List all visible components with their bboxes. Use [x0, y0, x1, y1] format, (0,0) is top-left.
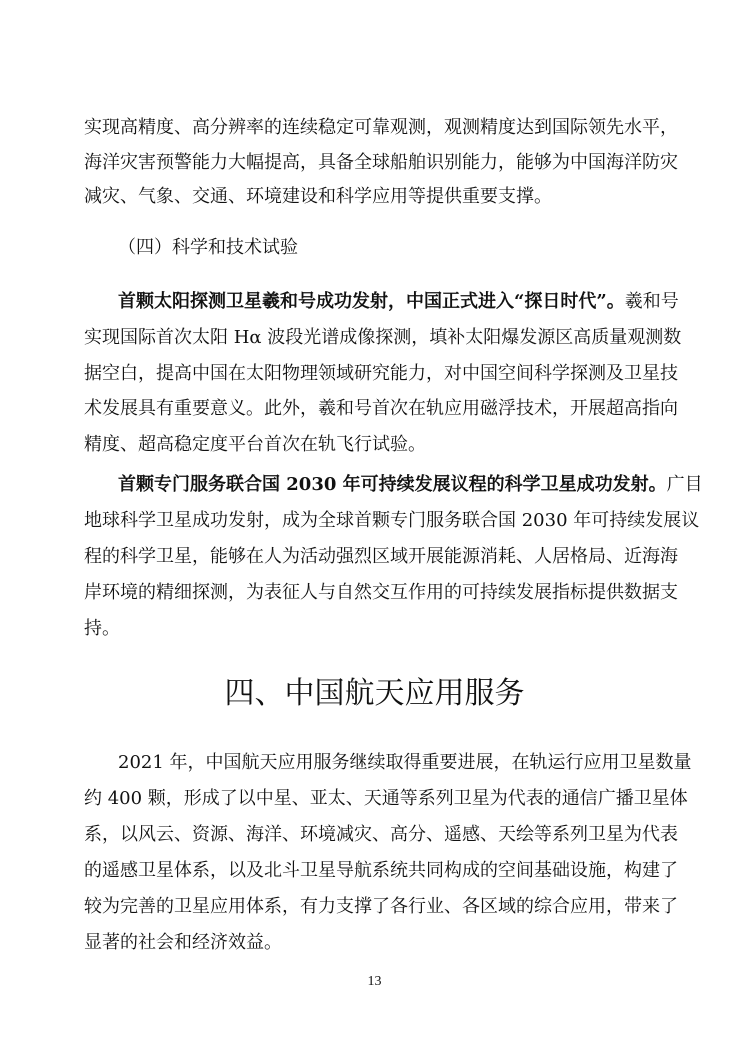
page-number: 13 [367, 974, 382, 989]
body-text-line: 持。 [84, 618, 120, 639]
body-text-line: 据空白，提高中国在太阳物理领域研究能力，对中国空间科学探测及卫星技 [84, 363, 678, 384]
paragraph-lead-bold: 首颗专门服务联合国 2030 年可持续发展议程的科学卫星成功发射。 [118, 474, 667, 495]
paragraph-lead-rest: 羲和号 [624, 291, 679, 312]
body-text-line: 精度、超高稳定度平台首次在轨飞行试验。 [84, 434, 426, 455]
body-text-line: 地球科学卫星成功发射，成为全球首颗专门服务联合国 2030 年可持续发展议 [84, 510, 700, 531]
body-text-line: 实现高精度、高分辨率的连续稳定可靠观测，观测精度达到国际领先水平， [84, 117, 678, 138]
body-text-line: 程的科学卫星，能够在人为活动强烈区域开展能源消耗、人居格局、近海海 [84, 546, 678, 567]
body-text-line: 较为完善的卫星应用体系，有力支撑了各行业、各区域的综合应用，带来了 [84, 896, 678, 917]
body-text-line: 系，以风云、资源、海洋、环境减灾、高分、遥感、天绘等系列卫星为代表 [84, 824, 678, 845]
paragraph-lead-rest: 广目 [666, 474, 703, 495]
body-text-line: 岸环境的精细探测，为表征人与自然交互作用的可持续发展指标提供数据支 [84, 582, 678, 603]
subsection-heading: （四）科学和技术试验 [118, 237, 298, 258]
body-text-line: 术发展具有重要意义。此外，羲和号首次在轨应用磁浮技术，开展超高指向 [84, 398, 678, 419]
body-text-line: 显著的社会和经济效益。 [84, 932, 282, 953]
body-text-line: 2021 年，中国航天应用服务继续取得重要进展，在轨运行应用卫星数量 [118, 752, 692, 773]
body-text-line: 的遥感卫星体系，以及北斗卫星导航系统共同构成的空间基础设施，构建了 [84, 860, 678, 881]
body-text-line: 实现国际首次太阳 Hα 波段光谱成像探测，填补太阳爆发源区高质量观测数 [84, 327, 682, 348]
body-text-line: 约 400 颗，形成了以中星、亚太、天通等系列卫星为代表的通信广播卫星体 [84, 788, 688, 809]
section-heading: 四、中国航天应用服务 [224, 676, 525, 711]
paragraph-first-line [118, 473, 703, 497]
paragraph-lead-bold: 首颗太阳探测卫星羲和号成功发射，中国正式进入“探日时代”。 [118, 291, 625, 312]
body-text-line: 减灾、气象、交通、环境建设和科学应用等提供重要支撑。 [84, 186, 552, 207]
paragraph-first-line [118, 290, 679, 314]
body-text-line: 海洋灾害预警能力大幅提高，具备全球船舶识别能力，能够为中国海洋防灾 [84, 152, 678, 173]
